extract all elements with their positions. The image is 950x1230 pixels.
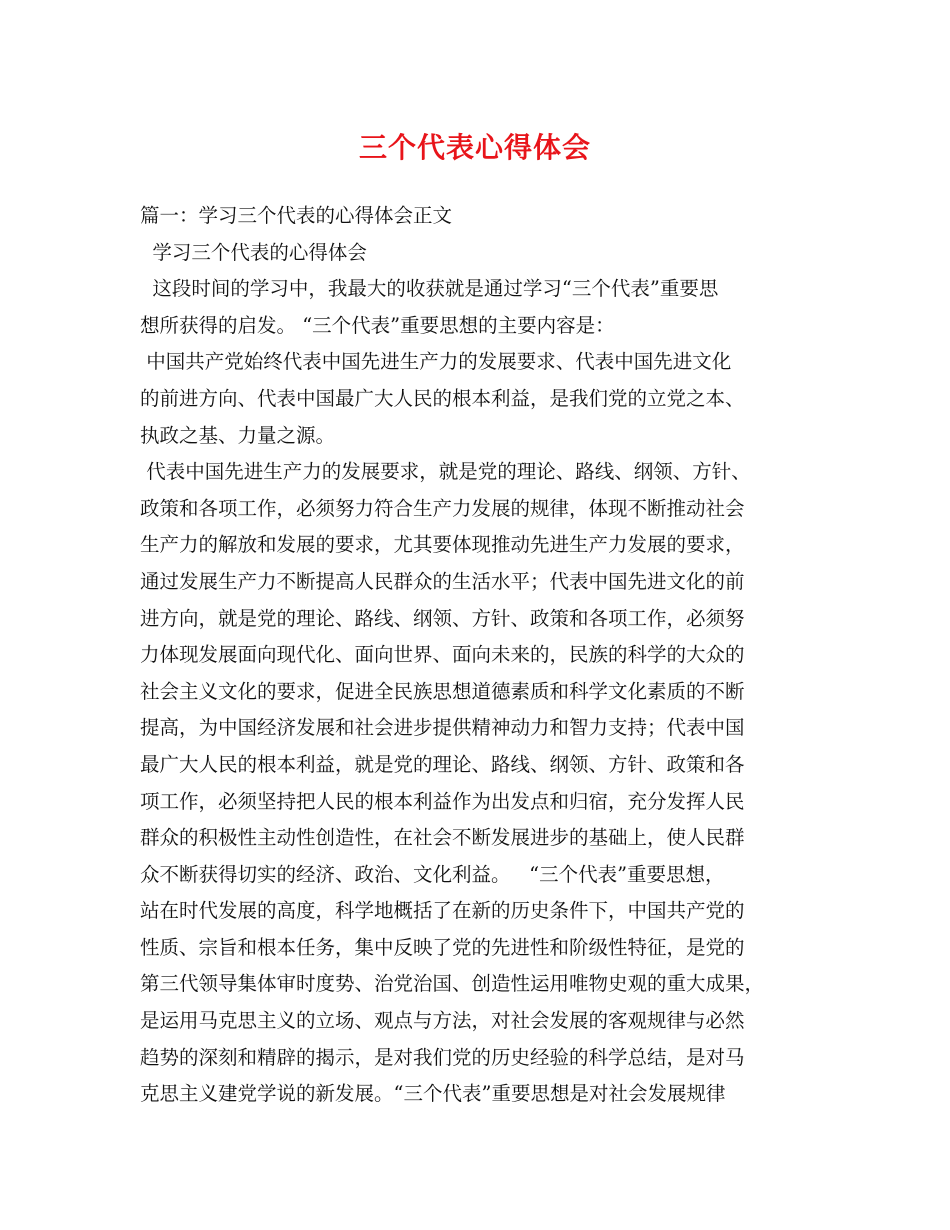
text-line: 第三代领导集体审时度势、治党治国、创造性运用唯物史观的重大成果， <box>140 972 765 996</box>
text-line: 学习三个代表的心得体会 <box>140 240 367 264</box>
text-line: 群众的积极性主动性创造性，在社会不断发展进步的基础上，使人民群 <box>140 826 745 850</box>
text-line: 是运用马克思主义的立场、观点与方法，对社会发展的客观规律与必然 <box>140 1009 745 1033</box>
text-line: 政策和各项工作，必须努力符合生产力发展的规律，体现不断推动社会 <box>140 496 745 520</box>
text-line: 的前进方向、代表中国最广大人民的根本利益，是我们党的立党之本、 <box>140 386 745 410</box>
text-line: 代表中国先进生产力的发展要求，就是党的理论、路线、纲领、方针、 <box>140 460 751 484</box>
text-line: 这段时间的学习中，我最大的收获就是通过学习“三个代表”重要思 <box>140 277 719 301</box>
text-line: 性质、宗旨和根本任务，集中反映了党的先进性和阶级性特征，是党的 <box>140 935 745 959</box>
text-line: 项工作，必须坚持把人民的根本利益作为出发点和归宿，充分发挥人民 <box>140 789 745 813</box>
text-line: 站在时代发展的高度，科学地概括了在新的历史条件下，中国共产党的 <box>140 899 745 923</box>
text-line: 篇一：学习三个代表的心得体会正文 <box>140 204 453 227</box>
text-line: 想所获得的启发。 “三个代表”重要思想的主要内容是： <box>140 313 615 337</box>
text-line: 通过发展生产力不断提高人民群众的生活水平；代表中国先进文化的前 <box>140 569 745 593</box>
text-line: 最广大人民的根本利益，就是党的理论、路线、纲领、方针、政策和各 <box>140 752 745 776</box>
text-line: 执政之基、力量之源。 <box>140 423 336 447</box>
text-line: 力体现发展面向现代化、面向世界、面向未来的，民族的科学的大众的 <box>140 643 745 667</box>
text-line: 克思主义建党学说的新发展。“三个代表”重要思想是对社会发展规律 <box>140 1082 726 1106</box>
text-line: 中国共产党始终代表中国先进生产力的发展要求、代表中国先进文化 <box>140 350 732 374</box>
document-title: 三个代表心得体会 <box>358 131 591 164</box>
text-line: 众不断获得切实的经济、政治、文化利益。 “三个代表”重要思想， <box>140 862 725 886</box>
text-line: 生产力的解放和发展的要求，尤其要体现推动先进生产力发展的要求， <box>140 533 745 557</box>
text-line: 提高，为中国经济发展和社会进步提供精神动力和智力支持；代表中国 <box>140 716 745 740</box>
text-line: 进方向，就是党的理论、路线、纲领、方针、政策和各项工作，必须努 <box>140 606 745 630</box>
text-line: 社会主义文化的要求，促进全民族思想道德素质和科学文化素质的不断 <box>140 679 745 703</box>
document-body <box>140 198 820 1113</box>
text-line: 趋势的深刻和精辟的揭示，是对我们党的历史经验的科学总结，是对马 <box>140 1045 745 1069</box>
